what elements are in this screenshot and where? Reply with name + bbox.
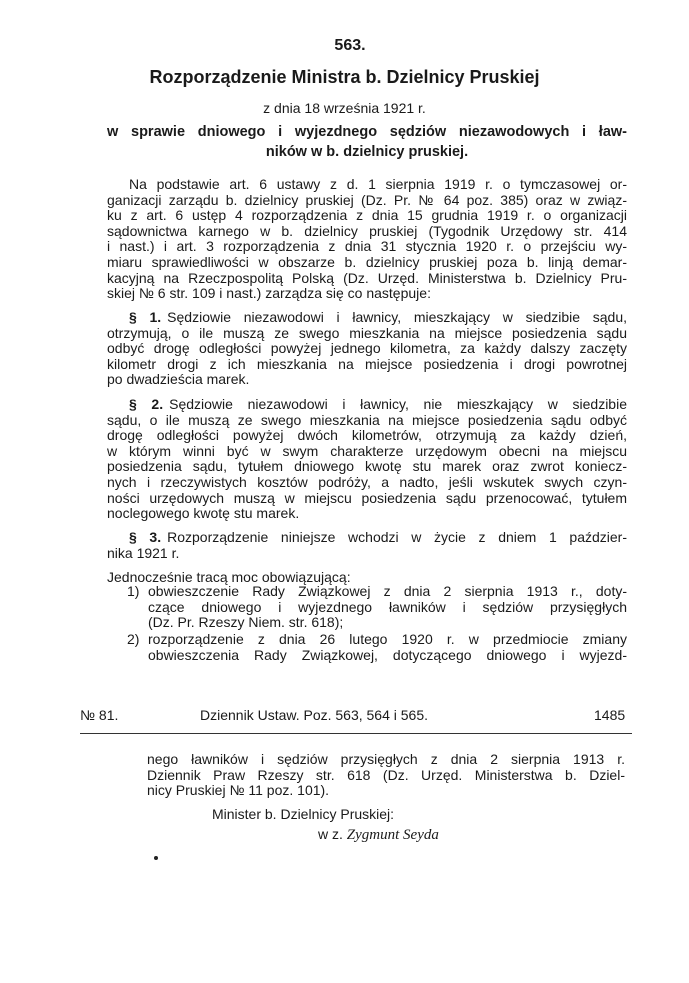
text-line: po dwadzieścia marek.: [107, 371, 250, 388]
text-line: [107, 310, 627, 326]
running-header-issue: № 81.: [80, 707, 119, 723]
header-rule: [80, 733, 632, 734]
text-line: noclegowego kwotę stu marek.: [107, 505, 300, 522]
signature-office: Minister b. Dzielnicy Pruskiej:: [212, 806, 395, 822]
document-date: z dnia 18 września 1921 r.: [263, 100, 426, 116]
text-line: [107, 530, 627, 546]
section-label: § 1.: [129, 309, 162, 325]
text-line: nicy Pruskiej № 11 poz. 101).: [147, 782, 330, 799]
text-line: ników w b. dzielnicy pruskiej.: [265, 144, 469, 160]
repeal-item-2: [127, 632, 627, 663]
signature: [318, 826, 439, 844]
text-line: sądu, o ile muszą ze swego mieszkania na miejsce posiedzenia sądu odbyć: [107, 411, 627, 428]
section-label: § 3.: [129, 529, 162, 545]
text-line: odbyć drogę odległości powyżej jednego kilometra, za każdy dalszy zaczęty: [107, 340, 627, 357]
text-line: Na podstawie art. 6 ustawy z d. 1 sierpnia 1919 r. o tymczasowej or-: [129, 176, 627, 192]
signature-prefix: w z.: [318, 826, 343, 842]
preamble-paragraph: [107, 177, 627, 302]
running-header-page: 1485: [594, 707, 626, 723]
text-line: otrzymują, o ile muszą ze swego mieszkania na miejsce posiedzenia sądu: [107, 324, 627, 341]
text-line: obwieszczenia Rady Związkowej, dotyczącego dniowego i wyjezd-: [148, 646, 627, 663]
item-text: [148, 584, 627, 631]
line-text: Sędziowie niezawodowi i ławnicy, nie mieszkający w siedzibie: [169, 396, 627, 412]
text-line: nego ławników i sędziów przysięgłych z dnia 2 sierpnia 1913 r.: [147, 751, 625, 767]
text-line: obwieszczenie Rady Związkowej z dnia 2 sierpnia 1913 r., doty-: [148, 583, 627, 599]
item-text: [148, 632, 627, 663]
item-number: 1): [127, 583, 140, 599]
text-line: skiej № 6 str. 109 i nast.) zarządza się co następuje:: [107, 285, 431, 302]
line-text: Rozporządzenie niniejsze wchodzi w życie z dniem 1 paździer-: [167, 529, 627, 545]
document-subtitle: [107, 122, 627, 162]
line-text: Sędziowie niezawodowi i ławnicy, mieszkający w siedzibie sądu,: [167, 309, 627, 325]
document-title: Rozporządzenie Ministra b. Dzielnicy Pruskiej: [149, 67, 540, 87]
text-line: rozporządzenie z dnia 26 lutego 1920 r. w przedmiocie zmiany: [148, 631, 627, 647]
text-line: nych i rzeczywistych kosztów podróży, a nadto, jeśli wskutek swych czyn-: [107, 473, 627, 490]
section-3-paragraph: [107, 530, 627, 561]
page-number: 563.: [334, 37, 366, 54]
repeal-item-1: [127, 584, 627, 631]
text-line: posiedzenia sądu, tytułem dniowego kwotę stu marek oraz zwrot koniecz-: [107, 458, 627, 475]
text-line: ku z art. 6 ustęp 4 rozporządzenia z dnia 15 grudnia 1919 r. o organizacji: [107, 207, 627, 224]
text-line: ności urzędowych muszą w miejscu posiedzenia sądu przenocować, tytułem: [107, 489, 627, 506]
text-line: drogę odległości powyżej dwóch kilometrów, otrzymują za każdy dzień,: [107, 427, 627, 444]
text-line: (Dz. Pr. Rzeszy Niem. str. 618);: [148, 614, 344, 631]
text-line: czące dniowego i wyjezdnego ławników i sędziów przysięgłych: [148, 598, 627, 615]
continuation-paragraph: [147, 752, 625, 799]
text-line: nika 1921 r.: [107, 544, 180, 561]
text-line: w którym winni być w swym charakterze urzędowym obecni na miejscu: [107, 442, 627, 459]
section-label: § 2.: [129, 396, 164, 412]
text-line: Dziennik Praw Rzeszy str. 618 (Dz. Urzęd. Ministerstwa b. Dziel-: [147, 766, 625, 783]
text-line: w sprawie dniowego i wyjezdnego sędziów niezawodowych i ław-: [107, 124, 627, 140]
repeal-intro: Jednocześnie tracą moc obowiązującą:: [107, 569, 351, 585]
ink-dot: [154, 856, 158, 860]
item-number: 2): [127, 631, 140, 647]
text-line: kacyjną na Rzeczpospolitą Polską (Dz. Urzęd. Ministerstwa b. Dzielnicy Pru-: [107, 269, 627, 286]
text-line: kilometr drogi z ich mieszkania na miejsce posiedzenia i drogi powrotnej: [107, 355, 627, 372]
text-line: i nast.) i art. 3 rozporządzenia z dnia 31 stycznia 1920 r. o przejściu wy-: [107, 238, 627, 255]
running-header-journal: Dziennik Ustaw. Poz. 563, 564 i 565.: [200, 707, 429, 723]
text-line: ganizacji zarządu b. dzielnicy pruskiej (Dz. Pr. № 64 poz. 385) oraz w związ-: [107, 191, 627, 208]
section-2-paragraph: [107, 397, 627, 522]
section-1-paragraph: [107, 310, 627, 388]
text-line: miaru sprawiedliwości w obszarze b. dzielnicy pruskiej poza b. linją demar-: [107, 253, 627, 270]
text-line: [107, 397, 627, 413]
text-line: sądownictwa karnego w b. dzielnicy pruskiej (Tygodnik Urzędowy str. 414: [107, 222, 627, 239]
signature-name: Zygmunt Seyda: [346, 827, 439, 843]
